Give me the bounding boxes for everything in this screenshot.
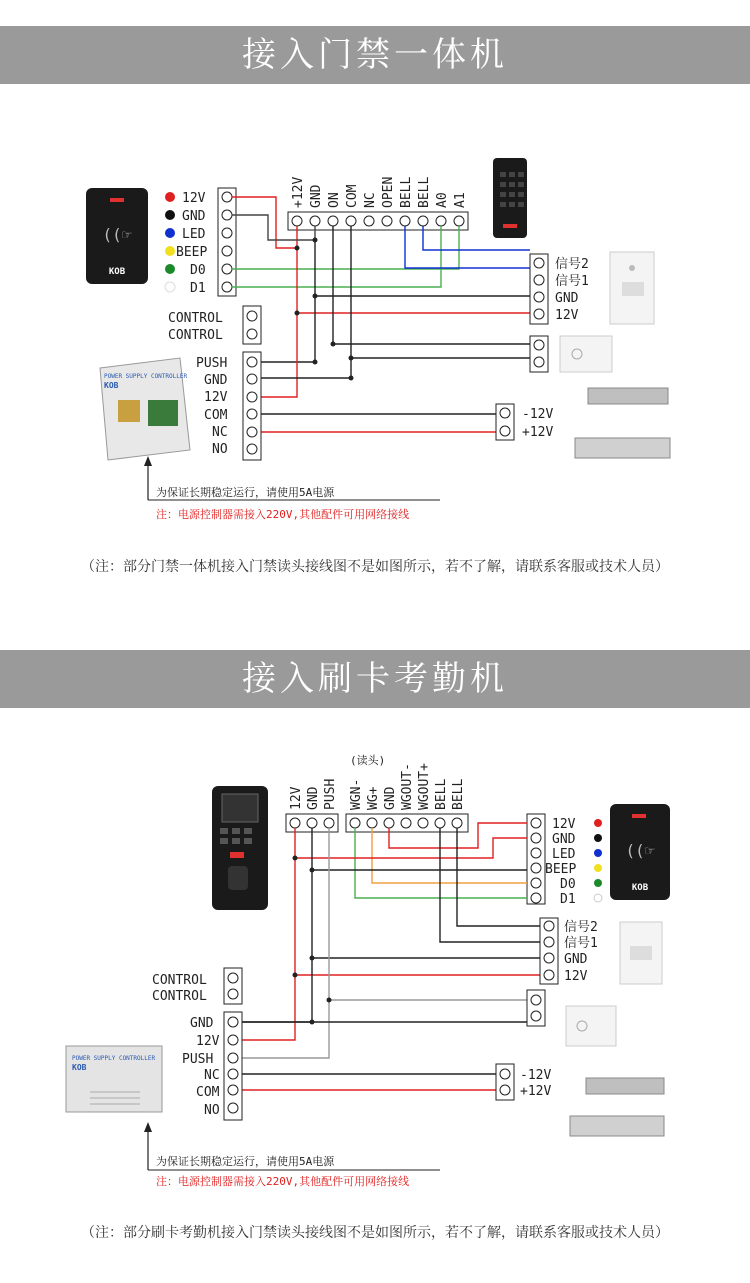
reader-label-12v: 12V — [182, 191, 206, 206]
svg-text:COM: COM — [204, 408, 228, 423]
svg-text:D1: D1 — [560, 892, 576, 907]
card-reader-device-2 — [610, 804, 670, 900]
svg-text:BEEP: BEEP — [545, 862, 577, 877]
svg-text:GND: GND — [555, 291, 579, 306]
svg-text:WGOUT+: WGOUT+ — [417, 763, 432, 810]
svg-text:GND: GND — [552, 832, 576, 847]
svg-text:-12V: -12V — [522, 407, 554, 422]
svg-text:NC: NC — [363, 192, 378, 208]
svg-text:WG+: WG+ — [366, 786, 381, 810]
electric-lock-images — [575, 388, 670, 458]
svg-text:NO: NO — [204, 1103, 220, 1118]
svg-text:ON: ON — [327, 192, 342, 208]
control-terminal-2 — [152, 968, 242, 1004]
psu-terminal-2 — [182, 1012, 242, 1120]
card-reader-device — [86, 188, 148, 284]
svg-text:A0: A0 — [435, 192, 450, 208]
exit-button-terminal — [530, 336, 612, 372]
svg-text:D0: D0 — [560, 877, 576, 892]
svg-text:GND: GND — [309, 184, 324, 208]
bell-terminal-block — [530, 254, 589, 324]
exit-button-terminal-2 — [527, 990, 616, 1046]
svg-text:-12V: -12V — [520, 1068, 552, 1083]
svg-text:((☞: ((☞ — [625, 841, 655, 860]
control-terminal — [168, 306, 261, 344]
svg-text:PUSH: PUSH — [196, 356, 228, 371]
head-label: (读头) — [350, 754, 386, 767]
svg-text:BELL: BELL — [417, 176, 432, 208]
svg-text:WGOUT-: WGOUT- — [400, 763, 415, 810]
svg-text:为保证长期稳定运行，请使用5A电源: 为保证长期稳定运行，请使用5A电源 — [156, 1155, 335, 1168]
psu-terminal — [196, 352, 261, 460]
svg-text:BELL: BELL — [399, 176, 414, 208]
svg-text:信号2: 信号2 — [564, 920, 598, 935]
lock-terminal-2 — [496, 1064, 664, 1136]
svg-text:12V: 12V — [289, 786, 304, 810]
svg-text:GND: GND — [190, 1016, 214, 1031]
svg-text:12V: 12V — [564, 969, 588, 984]
svg-text:GND: GND — [204, 373, 228, 388]
svg-text:COM: COM — [345, 184, 360, 208]
svg-text:CONTROL: CONTROL — [152, 973, 207, 988]
power-supply-box-2 — [66, 1046, 162, 1112]
section2-footnote: （注：部分刷卡考勤机接入门禁读头接线图不是如图所示，若不了解，请联系客服或技术人员） — [81, 1225, 669, 1241]
svg-text:NO: NO — [212, 442, 228, 457]
svg-text:12V: 12V — [552, 817, 576, 832]
svg-text:GND: GND — [564, 952, 588, 967]
svg-text:信号1: 信号1 — [564, 936, 598, 951]
power-supply-box — [100, 358, 190, 460]
section2-title: 接入刷卡考勤机 — [0, 650, 750, 708]
reader-terminal-block-2 — [527, 814, 602, 907]
svg-text:((☞: ((☞ — [102, 225, 132, 244]
svg-text:POWER SUPPLY CONTROLLER: POWER SUPPLY CONTROLLER — [104, 373, 188, 380]
svg-text:WGN-: WGN- — [349, 778, 364, 810]
svg-text:12V: 12V — [555, 308, 579, 323]
svg-text:KOB: KOB — [104, 381, 119, 390]
reader-label-d0: D0 — [190, 263, 206, 278]
svg-text:注：电源控制器需接入220V,其他配件可用网络接线: 注：电源控制器需接入220V,其他配件可用网络接线 — [156, 508, 410, 521]
section1-wires — [232, 197, 530, 432]
svg-text:CONTROL: CONTROL — [168, 311, 223, 326]
svg-text:为保证长期稳定运行，请使用5A电源: 为保证长期稳定运行，请使用5A电源 — [156, 486, 335, 499]
reader-brand-2: KOB — [631, 883, 649, 893]
reader-label-beep: BEEP — [176, 245, 208, 260]
attendance-wiring-diagram — [0, 730, 750, 1250]
svg-text:PUSH: PUSH — [182, 1052, 214, 1067]
svg-text:GND: GND — [306, 786, 321, 810]
reader-label-led: LED — [182, 227, 206, 242]
svg-text:CONTROL: CONTROL — [168, 328, 223, 343]
bell-terminal-block-2 — [540, 918, 662, 984]
keypad-device — [493, 158, 527, 238]
svg-text:NC: NC — [204, 1068, 220, 1083]
svg-text:信号1: 信号1 — [555, 274, 589, 289]
top-terminal-labels — [291, 177, 468, 208]
svg-text:12V: 12V — [204, 390, 228, 405]
reader-pin-labels — [165, 191, 207, 296]
right-terminal-labels — [349, 763, 466, 810]
access-control-wiring-diagram — [0, 100, 750, 620]
svg-text:注：电源控制器需接入220V,其他配件可用网络接线: 注：电源控制器需接入220V,其他配件可用网络接线 — [156, 1175, 410, 1188]
svg-text:12V: 12V — [196, 1034, 220, 1049]
svg-text:+12V: +12V — [291, 176, 306, 208]
svg-text:OPEN: OPEN — [381, 176, 396, 208]
svg-text:信号2: 信号2 — [555, 257, 589, 272]
section1-title: 接入门禁一体机 — [0, 26, 750, 84]
svg-text:PUSH: PUSH — [323, 778, 338, 810]
section1-footnote: （注：部分门禁一体机接入门禁读头接线图不是如图所示，若不了解，请联系客服或技术人员） — [81, 559, 669, 575]
svg-text:COM: COM — [196, 1085, 220, 1100]
svg-text:LED: LED — [552, 847, 576, 862]
svg-text:+12V: +12V — [522, 425, 554, 440]
svg-text:CONTROL: CONTROL — [152, 989, 207, 1004]
svg-text:GND: GND — [383, 786, 398, 810]
svg-text:A1: A1 — [453, 192, 468, 208]
tip-arrow — [144, 456, 440, 521]
section2-wires — [240, 823, 540, 1090]
reader-terminal-block — [218, 188, 236, 296]
reader-label-d1: D1 — [190, 281, 206, 296]
reader-label-gnd: GND — [182, 209, 206, 224]
lock-terminal — [496, 404, 553, 440]
attendance-terminal-device — [212, 786, 268, 910]
tip-arrow-2 — [144, 1122, 440, 1188]
svg-text:BELL: BELL — [434, 778, 449, 810]
reader-brand: KOB — [108, 267, 126, 277]
svg-text:+12V: +12V — [520, 1084, 552, 1099]
svg-text:BELL: BELL — [451, 778, 466, 810]
doorbell-device — [610, 252, 654, 324]
svg-text:KOB: KOB — [72, 1063, 87, 1072]
svg-text:POWER SUPPLY CONTROLLER: POWER SUPPLY CONTROLLER — [72, 1055, 156, 1062]
left-terminal-labels — [289, 779, 338, 810]
svg-text:NC: NC — [212, 425, 228, 440]
